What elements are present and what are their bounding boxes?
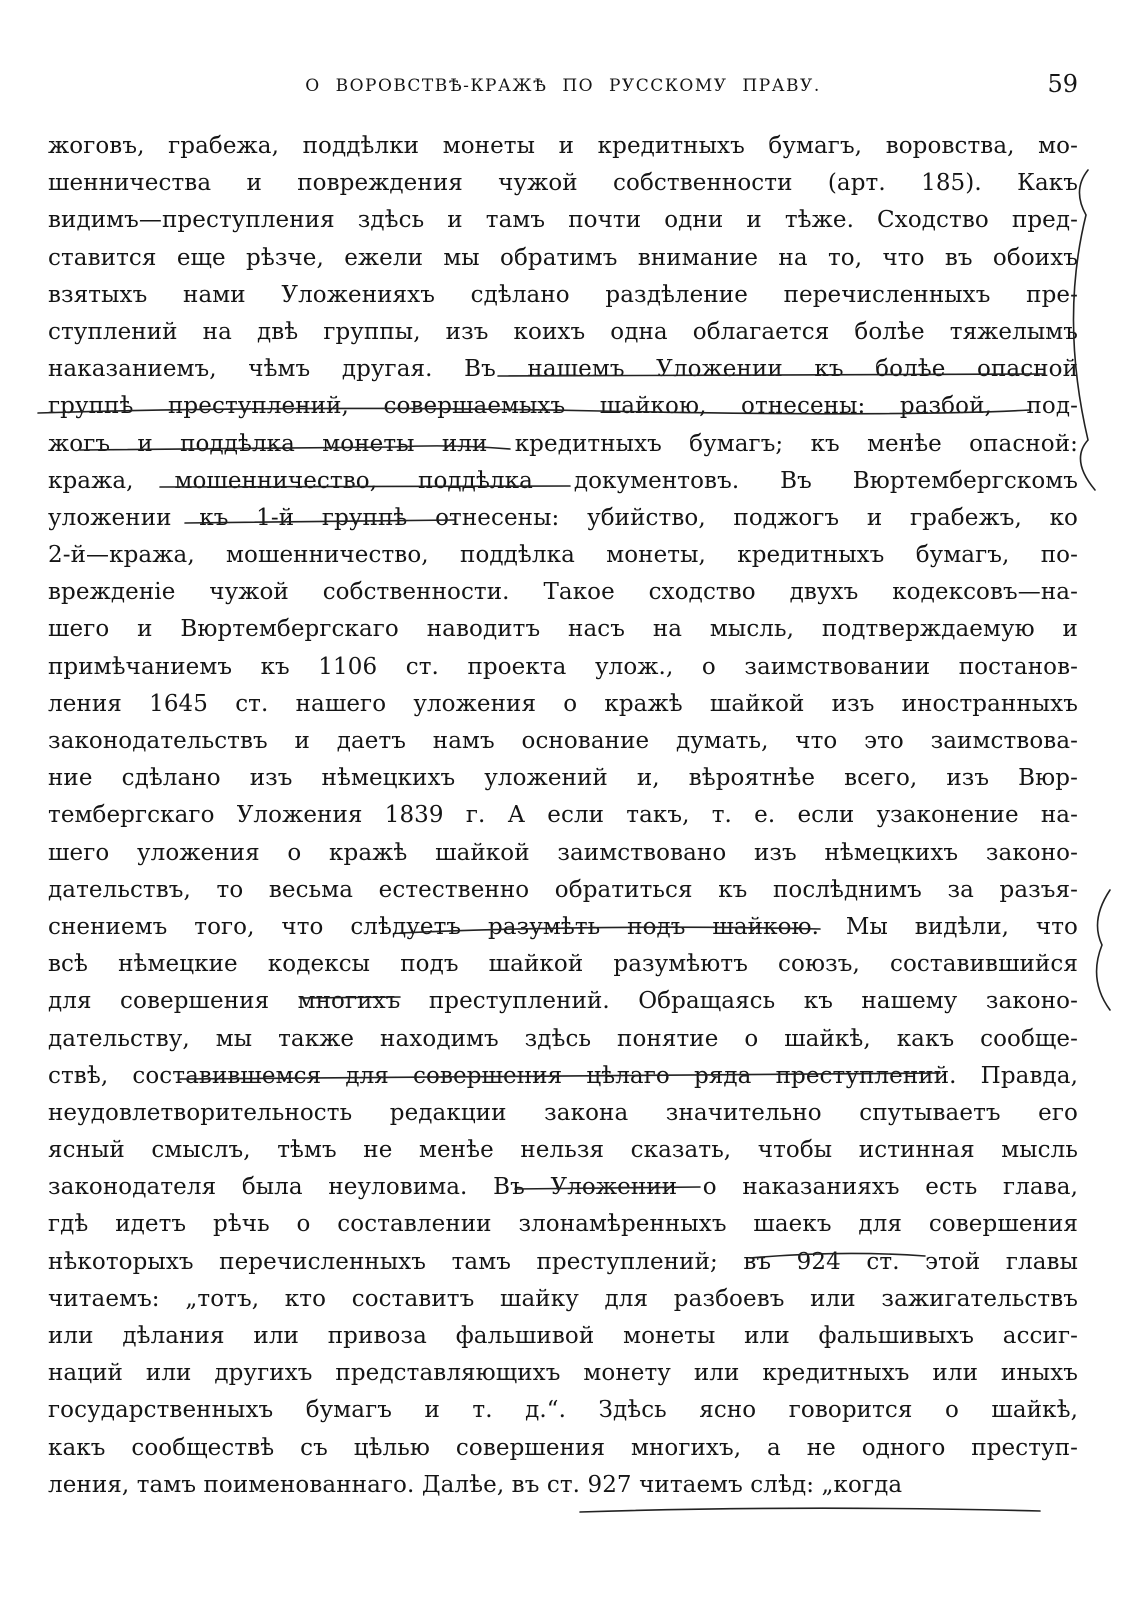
text-line: дательствъ, то весьма естественно обратиться къ послѣднимъ за разъя-	[48, 876, 1078, 903]
text-line: или дѣлания или привоза фальшивой монеты или фальшивыхъ ассиг-	[48, 1323, 1078, 1349]
text-line: 2-й—кража, мошенничество, поддѣлка монеты, кредитныхъ бумагъ, по-	[48, 542, 1078, 569]
text-line: уложении къ 1-й группѣ отнесены: убийство, поджогъ и грабежъ, ко	[48, 504, 1078, 531]
text-line: ления, тамъ поименованнаго. Далѣе, въ ст. 927 читаемъ слѣд: „когда	[48, 1471, 903, 1498]
text-line: ставится еще рѣзче, ежели мы обратимъ внимание на то, что въ обоихъ	[48, 244, 1078, 271]
text-line: для совершения многихъ преступлений. Обращаясь къ нашему законо-	[48, 988, 1078, 1015]
text-line: снениемъ того, что слѣдуетъ разумѣть подъ шайкою. Мы видѣли, что	[48, 913, 1078, 940]
text-line: ясный смыслъ, тѣмъ не менѣе нельзя сказать, чтобы истинная мысль	[48, 1137, 1078, 1164]
text-line: группѣ преступлений, совершаемыхъ шайкою, отнесены: разбой, под-	[48, 393, 1078, 420]
text-line: гдѣ идетъ рѣчь о составлении злонамѣренныхъ шаекъ для совершения	[48, 1211, 1078, 1238]
text-line: государственныхъ бумагъ и т. д.“. Здѣсь ясно говорится о шайкѣ,	[48, 1397, 1078, 1424]
text-line: кража, мошенничество, поддѣлка документовъ. Въ Вюртембергскомъ	[48, 467, 1078, 494]
text-line: законодателя была неуловима. Въ Уложении о наказанияхъ есть глава,	[48, 1174, 1078, 1201]
text-line: наций или другихъ представляющихъ монету или кредитныхъ или иныхъ	[48, 1360, 1078, 1387]
text-line: всѣ нѣмецкие кодексы подъ шайкой разумѣютъ союзъ, составившийся	[48, 951, 1078, 978]
text-line: тембергскаго Уложения 1839 г. А если такъ, т. е. если узаконение на-	[48, 802, 1078, 829]
page-number: 59	[1047, 70, 1078, 98]
text-line: шенничества и повреждения чужой собственности (арт. 185). Какъ	[48, 170, 1078, 197]
text-line: читаемъ: „тотъ, кто составитъ шайку для разбоевъ или зажигательствъ	[48, 1285, 1078, 1312]
text-line: законодательствъ и даетъ намъ основание думать, что это заимствова-	[48, 728, 1078, 754]
running-header	[48, 70, 1078, 106]
text-line: нѣкоторыхъ перечисленныхъ тамъ преступлений; въ 924 ст. этой главы	[48, 1248, 1078, 1275]
margin-bracket	[1097, 890, 1110, 1010]
text-line: ления 1645 ст. нашего уложения о кражѣ шайкой изъ иностранныхъ	[48, 690, 1078, 717]
text-line: неудовлетворительность редакции закона значительно спутываетъ его	[48, 1099, 1078, 1126]
text-line: какъ сообществѣ съ цѣлью совершения многихъ, а не одного преступ-	[48, 1434, 1078, 1461]
text-line: шего уложения о кражѣ шайкой заимствовано изъ нѣмецкихъ законо-	[48, 839, 1078, 866]
body-text	[48, 128, 1078, 1504]
text-line: жогъ и поддѣлка монеты или кредитныхъ бумагъ; къ менѣе опасной:	[48, 430, 1078, 457]
text-line: врежденiе чужой собственности. Такое сходство двухъ кодексовъ—на-	[48, 579, 1078, 606]
running-title: О ВОРОВСТВѢ-КРАЖѢ ПО РУССКОМУ ПРАВУ.	[305, 76, 821, 96]
text-line: взятыхъ нами Уложенияхъ сдѣлано раздѣление перечисленныхъ пре-	[48, 281, 1078, 308]
text-line: дательству, мы также находимъ здѣсь понятие о шайкѣ, какъ сообще-	[48, 1025, 1078, 1052]
underline-mark	[580, 1508, 1040, 1512]
text-line: ступлений на двѣ группы, изъ коихъ одна облагается болѣе тяжелымъ	[48, 318, 1078, 345]
text-line: видимъ—преступления здѣсь и тамъ почти одни и тѣже. Сходство пред-	[48, 207, 1078, 234]
text-line: ние сдѣлано изъ нѣмецкихъ уложений и, вѣроятнѣе всего, изъ Вюр-	[48, 765, 1078, 792]
text-line: ствѣ, составившемся для совершения цѣлаго ряда преступлений. Правда,	[48, 1062, 1078, 1089]
text-line: примѣчаниемъ къ 1106 ст. проекта улож., о заимствовании постанов-	[48, 653, 1078, 680]
text-line: шего и Вюртембергскаго наводитъ насъ на мысль, подтверждаемую и	[48, 616, 1078, 643]
text-line: наказаниемъ, чѣмъ другая. Въ нашемъ Уложении къ болѣе опасной	[48, 356, 1078, 383]
text-line: жоговъ, грабежа, поддѣлки монеты и кредитныхъ бумагъ, воровства, мо-	[48, 133, 1078, 159]
